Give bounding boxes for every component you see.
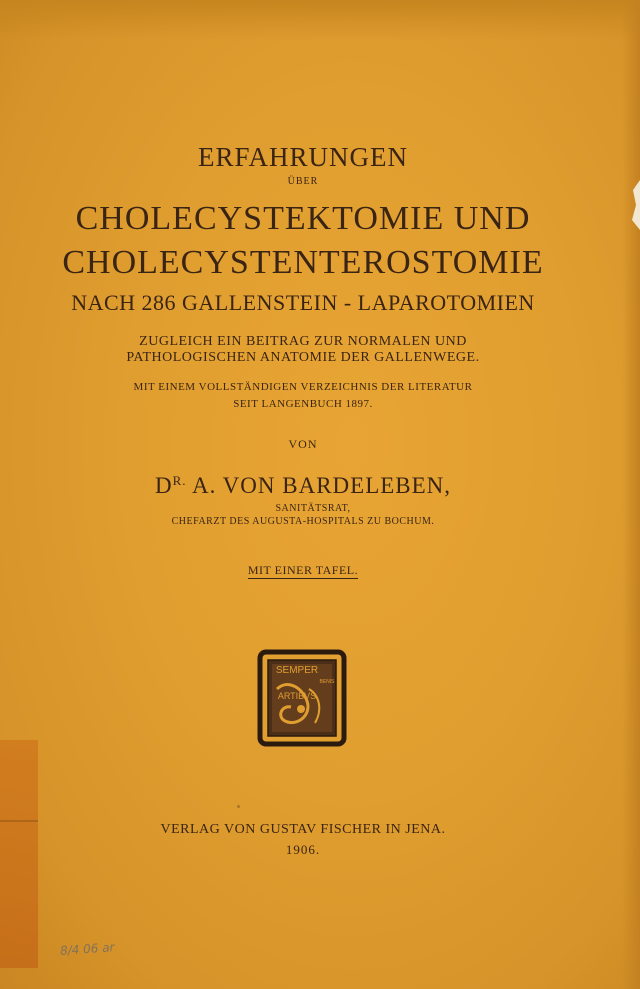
publisher-mark-logo (257, 649, 347, 747)
paper-speck (237, 805, 240, 808)
handwritten-note: 8/4 06 ar (59, 940, 115, 958)
title-line-3: CHOLECYSTEKTOMIE UND (75, 200, 531, 237)
publisher-line: VERLAG VON GUSTAV FISCHER IN JENA. (160, 822, 446, 837)
publication-year: 1906. (285, 842, 321, 857)
author-rank: SANITÄTSRAT, (275, 503, 351, 514)
by-label: VON (288, 437, 318, 451)
logo-text-mid: ARTIBVS (277, 691, 317, 701)
title-line-1: ERFAHRUNGEN (197, 142, 408, 172)
subtitle-line-2: PATHOLOGISCHEN ANATOMIE DER GALLENWEGE. (126, 350, 480, 365)
plates-note-text: MIT EINER TAFEL. (247, 563, 359, 577)
literature-line-2: SEIT LANGENBUCH 1897. (233, 398, 373, 410)
logo-text-side: BENIS (319, 679, 335, 685)
author-position: CHEFARZT DES AUGUSTA-HOSPITALS ZU BOCHUM. (171, 516, 435, 527)
author-prefix: D (154, 473, 173, 498)
paper-edge-top (0, 0, 640, 40)
author-name-text: A. VON BARDELEBEN, (191, 473, 452, 498)
title-line-5: NACH 286 GALLENSTEIN - LAPAROTOMIEN (71, 290, 535, 315)
author-name (0, 473, 606, 499)
plates-note (0, 563, 606, 578)
title-line-4: CHOLECYSTENTEROSTOMIE (62, 244, 544, 281)
paper-edge-right (622, 0, 640, 989)
logo-text-top: SEMPER (275, 665, 319, 676)
author-prefix-sup: R. (172, 473, 187, 488)
title-line-2: ÜBER (287, 176, 319, 187)
literature-line-1: MIT EINEM VOLLSTÄNDIGEN VERZEICHNIS DER LITERATUR (133, 381, 473, 393)
subtitle-line-1: ZUGLEICH EIN BEITRAG ZUR NORMALEN UND (139, 334, 467, 349)
